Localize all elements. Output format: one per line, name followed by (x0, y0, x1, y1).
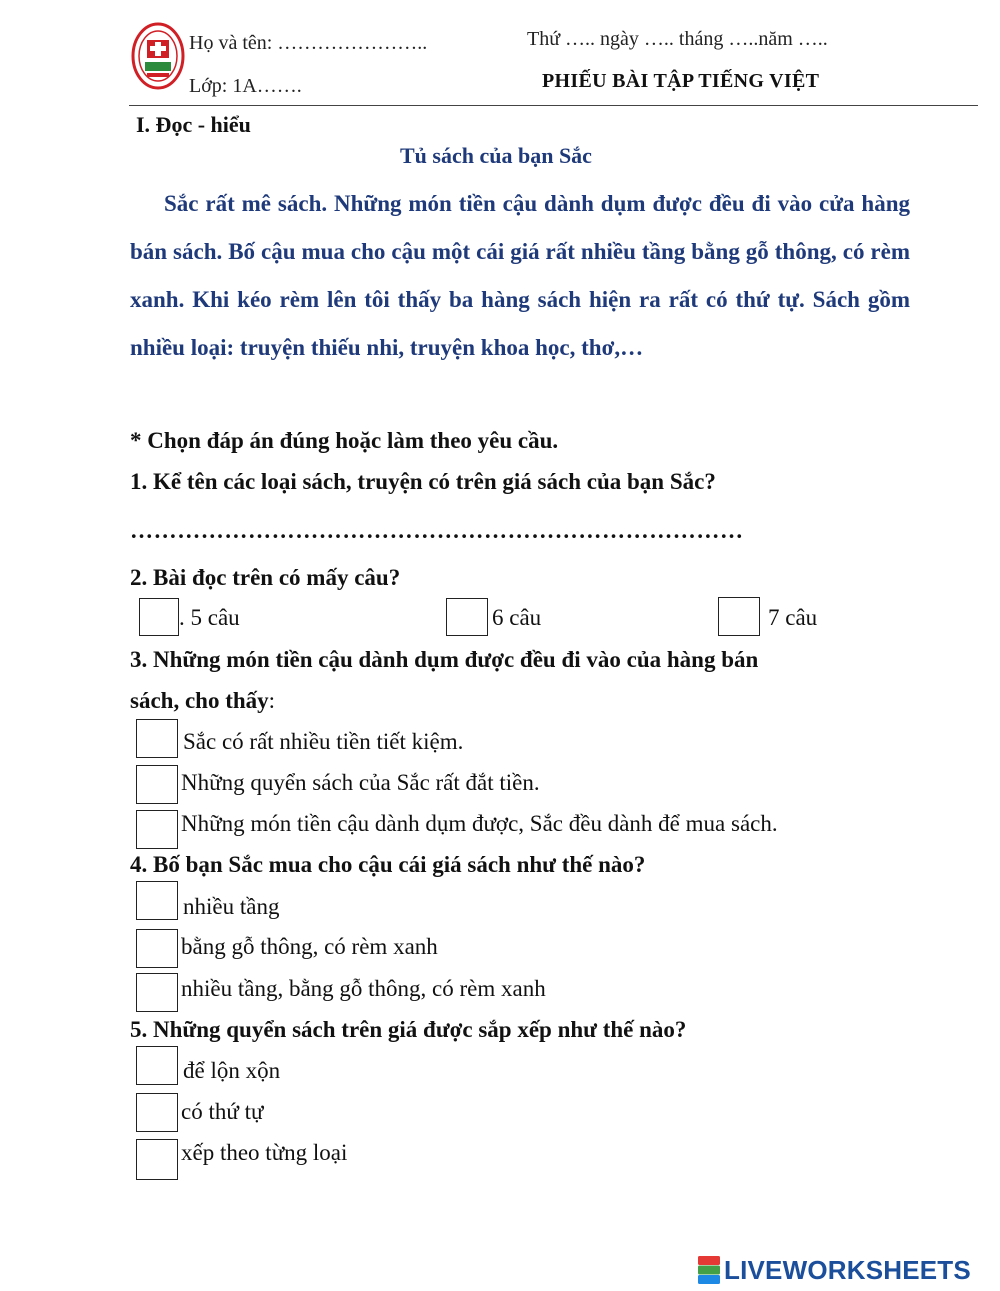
q2-option-1-checkbox[interactable] (139, 598, 179, 636)
q4-option-1-checkbox[interactable] (136, 881, 178, 920)
liveworksheets-logo (698, 1256, 720, 1284)
q4-option-3-checkbox[interactable] (136, 973, 178, 1012)
answer-line[interactable]: …………………………………………………………………… (130, 518, 744, 543)
q5-option-3-label: xếp theo từng loại (181, 1140, 348, 1165)
q5-option-1-label: để lộn xộn (183, 1058, 281, 1083)
q3-option-1-label: Sắc có rất nhiều tiền tiết kiệm. (183, 729, 464, 754)
question-3: 3. Những món tiền cậu dành dụm được đều đi vào của hàng bán (130, 647, 759, 672)
q2-option-2-label: 6 câu (492, 605, 542, 630)
header-divider (129, 105, 978, 106)
question-5: 5. Những quyển sách trên giá được sắp xếp như thế nào? (130, 1017, 687, 1042)
q5-option-2-checkbox[interactable] (136, 1093, 178, 1132)
q4-option-2-checkbox[interactable] (136, 929, 178, 968)
q2-option-3-label: 7 câu (768, 605, 818, 630)
q4-option-3-label: nhiều tầng, bằng gỗ thông, có rèm xanh (181, 976, 546, 1001)
question-3-continued (130, 688, 275, 714)
q3-option-3-checkbox[interactable] (136, 810, 178, 849)
q3-option-1-checkbox[interactable] (136, 719, 178, 758)
q3-option-2-checkbox[interactable] (136, 765, 178, 804)
liveworksheets-watermark (698, 1255, 971, 1285)
q2-option-1-label: . 5 câu (179, 605, 240, 630)
question-3-colon: : (268, 688, 276, 713)
worksheet-title: PHIẾU BÀI TẬP TIẾNG VIỆT (542, 70, 820, 92)
liveworksheets-text: LIVEWORKSHEETS (724, 1254, 971, 1285)
student-name-label: Họ và tên: ………………….. (189, 32, 428, 54)
q3-option-3-label: Những món tiền cậu dành dụm được, Sắc đều dành để mua sách. (181, 811, 778, 836)
section-heading: I. Đọc - hiểu (136, 112, 251, 137)
q2-option-2-checkbox[interactable] (446, 598, 488, 636)
date-label: Thứ ….. ngày ….. tháng …..năm ….. (527, 28, 828, 50)
q5-option-3-checkbox[interactable] (136, 1139, 178, 1180)
q5-option-1-checkbox[interactable] (136, 1046, 178, 1085)
question-2: 2. Bài đọc trên có mấy câu? (130, 565, 401, 590)
q4-option-1-label: nhiều tầng (183, 894, 280, 919)
q2-option-3-checkbox[interactable] (718, 597, 760, 636)
class-label: Lớp: 1A……. (189, 75, 302, 97)
question-3-line-2: sách, cho thấy (130, 688, 269, 713)
story-title: Tủ sách của bạn Sắc (400, 143, 592, 168)
school-logo (131, 22, 185, 90)
q3-option-2-label: Những quyển sách của Sắc rất đắt tiền. (181, 770, 540, 795)
q4-option-2-label: bằng gỗ thông, có rèm xanh (181, 934, 438, 959)
reading-passage: Sắc rất mê sách. Những món tiền cậu dành dụm được đều đi vào cửa hàng bán sách. Bố cậu mua cho cậu một cái giá rất nhiều tầng bằng gỗ thông, có rèm xanh. Khi kéo rèm lên tôi thấy ba hàng sách hiện ra rất có thứ tự. Sách gồm nhiều loại: truyện thiếu nhi, truyện khoa học, thơ,… (130, 191, 910, 360)
instructions: * Chọn đáp án đúng hoặc làm theo yêu cầu. (130, 428, 559, 453)
q5-option-2-label: có thứ tự (181, 1099, 264, 1124)
question-1: 1. Kể tên các loại sách, truyện có trên giá sách của bạn Sắc? (130, 469, 716, 494)
question-4: 4. Bố bạn Sắc mua cho cậu cái giá sách như thế nào? (130, 852, 646, 877)
